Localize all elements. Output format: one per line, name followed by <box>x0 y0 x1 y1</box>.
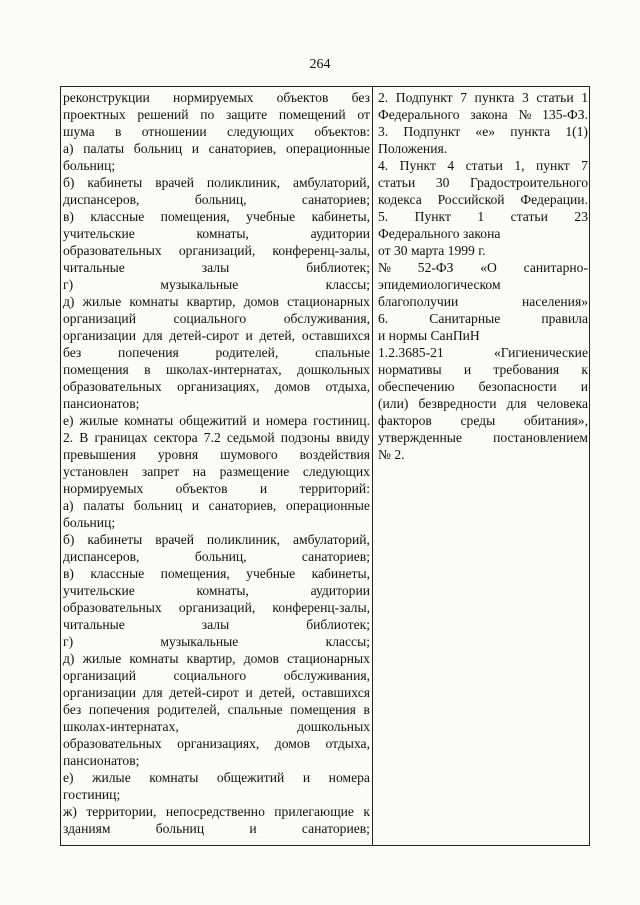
right-line: № 2. <box>378 447 405 462</box>
right-line: (или) безвредности для человека <box>378 396 588 411</box>
right-line: от 30 марта 1999 г. <box>378 243 486 258</box>
right-line: № 52-ФЗ «О санитарно- <box>378 260 588 275</box>
left-line: б) кабинеты врачей поликлиник, амбулаторий, <box>63 532 370 547</box>
right-line: 2. Подпункт 7 пункта 3 статьи 1 <box>378 90 588 105</box>
left-line: д) жилые комнаты квартир, домов стационарных <box>63 294 370 309</box>
left-line: пансионатов; <box>63 396 140 411</box>
left-line: читальные залы библиотек; <box>63 617 370 632</box>
left-line: проектных решений по защите помещений от <box>63 107 370 122</box>
left-line: в) классные помещения, учебные кабинеты, <box>63 566 370 581</box>
left-line: образовательных организаций, конференц-залы, <box>63 600 370 615</box>
right-line: статьи 30 Градостроительного <box>378 175 588 190</box>
left-line: пансионатов; <box>63 753 140 768</box>
right-line: утвержденные постановлением <box>378 430 588 445</box>
left-line: организаций социального обслуживания, <box>63 668 370 683</box>
right-line: 3. Подпункт «е» пункта 1(1) <box>378 124 588 139</box>
right-line: эпидемиологическом <box>378 277 501 292</box>
left-line: 2. В границах сектора 7.2 седьмой подзоны ввиду <box>63 430 370 445</box>
left-line: помещения в школах-интернатах, дошкольных <box>63 362 370 377</box>
left-line: г) музыкальные классы; <box>63 634 370 649</box>
right-line: факторов среды обитания», <box>378 413 588 428</box>
right-line: обеспечению безопасности и <box>378 379 588 394</box>
left-line: е) жилые комнаты общежитий и номера гостиниц. <box>63 413 370 428</box>
left-line: в) классные помещения, учебные кабинеты, <box>63 209 370 224</box>
left-line: без попечения родителей, спальные помещения в <box>63 702 370 717</box>
left-line: организаций социального обслуживания, <box>63 311 370 326</box>
left-line: зданиям больниц и санаториев; <box>63 821 370 836</box>
left-line: образовательных организаций, конференц-залы, <box>63 243 370 258</box>
left-line: образовательных организациях, домов отдыха, <box>63 736 370 751</box>
right-line: Федерального закона <box>378 226 501 241</box>
right-line: 6. Санитарные правила <box>378 311 588 326</box>
left-line: г) музыкальные классы; <box>63 277 370 292</box>
right-line: благополучии населения» <box>378 294 588 309</box>
right-line: кодекса Российской Федерации. <box>378 192 588 207</box>
left-line: превышения уровня шумового воздействия <box>63 447 370 462</box>
left-line: учительские комнаты, аудитории <box>63 226 370 241</box>
left-line: читальные залы библиотек; <box>63 260 370 275</box>
left-line: реконструкции нормируемых объектов без <box>63 90 370 105</box>
left-line: гостиниц; <box>63 787 121 802</box>
right-line: Положения. <box>378 141 448 156</box>
left-column <box>63 89 370 837</box>
document-table <box>60 86 590 846</box>
left-line: шума в отношении следующих объектов: <box>63 124 370 139</box>
left-line: диспансеров, больниц, санаториев; <box>63 192 370 207</box>
left-line: больниц; <box>63 515 116 530</box>
column-divider <box>372 87 373 845</box>
left-line: б) кабинеты врачей поликлиник, амбулаторий, <box>63 175 370 190</box>
right-line: Федерального закона № 135-ФЗ. <box>378 107 588 122</box>
left-line: нормируемых объектов и территорий: <box>63 481 370 496</box>
left-line: без попечения родителей, спальные <box>63 345 370 360</box>
right-line: нормативы и требования к <box>378 362 588 377</box>
left-line: диспансеров, больниц, санаториев; <box>63 549 370 564</box>
right-line: 5. Пункт 1 статьи 23 <box>378 209 588 224</box>
left-line: а) палаты больниц и санаториев, операционные <box>63 141 370 156</box>
left-line: ж) территории, непосредственно прилегающие к <box>63 804 370 819</box>
left-line: организации для детей-сирот и детей, оставшихся <box>63 685 370 700</box>
left-line: больниц; <box>63 158 116 173</box>
left-line: организации для детей-сирот и детей, оставшихся <box>63 328 370 343</box>
page-number: 264 <box>309 57 331 72</box>
right-column <box>378 89 588 463</box>
right-line: и нормы СанПиН <box>378 328 480 343</box>
right-line: 4. Пункт 4 статьи 1, пункт 7 <box>378 158 588 173</box>
right-line: 1.2.3685-21 «Гигиенические <box>378 345 588 360</box>
left-line: д) жилые комнаты квартир, домов стационарных <box>63 651 370 666</box>
left-line: е) жилые комнаты общежитий и номера <box>63 770 370 785</box>
left-line: установлен запрет на размещение следующих <box>63 464 370 479</box>
left-line: образовательных организациях, домов отдыха, <box>63 379 370 394</box>
left-line: а) палаты больниц и санаториев, операционные <box>63 498 370 513</box>
left-line: учительские комнаты, аудитории <box>63 583 370 598</box>
left-line: школах-интернатах, дошкольных <box>63 719 370 734</box>
